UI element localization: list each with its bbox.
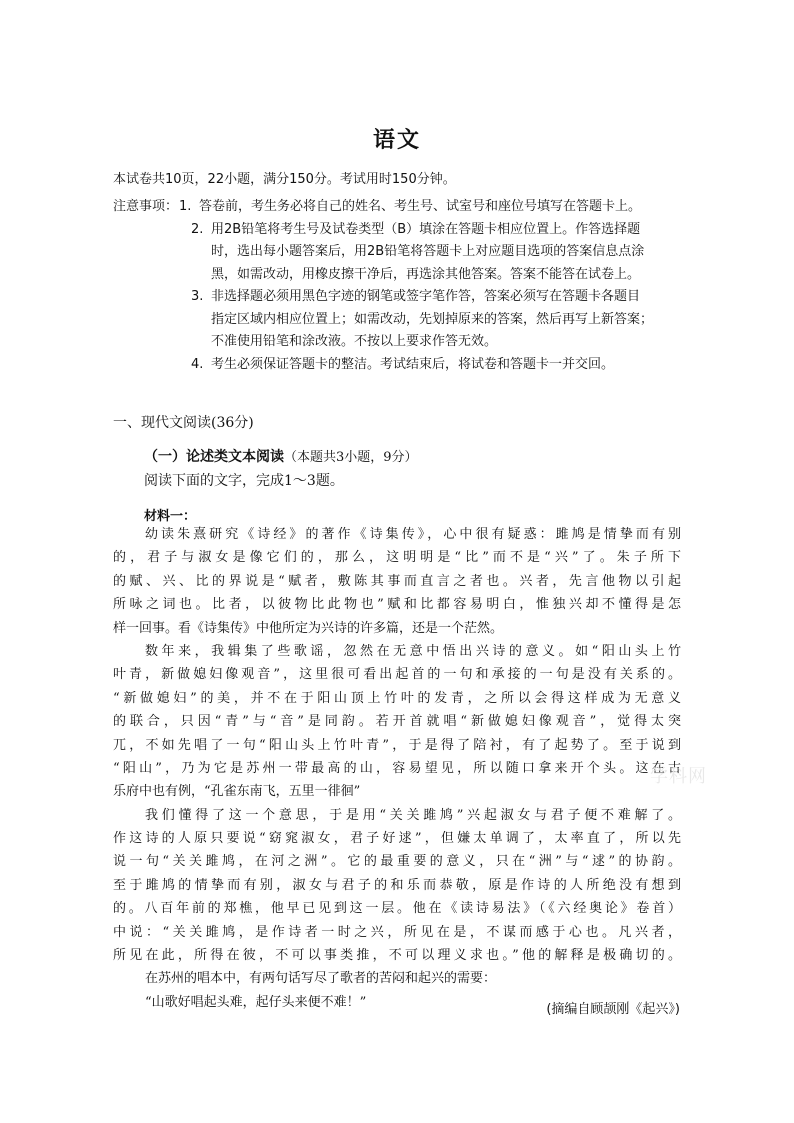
notice-number: 1.: [179, 199, 192, 214]
passage-line: 的赋、兴、比的界说是“赋者，敷陈其事而直言之者也。兴者，先言他物以引起: [113, 573, 681, 589]
notice-number: 4.: [191, 356, 204, 372]
passage-line: 的。八百年前的郑樵，他早已见到这一层。他在《读诗易法》（《六经奥论》卷首）: [113, 901, 681, 917]
passage-line: 中说：“关关雎鸠，是作诗者一时之兴，所见在是，不谋而感于心也。凡兴者，: [113, 924, 681, 940]
notice-block: [113, 196, 703, 376]
passage-line: 至于雎鸠的情挚而有别，淑女与君子的和乐而恭敬，原是作诗的人所绝没有想到: [113, 877, 681, 893]
watermark-text: 学科网: [650, 766, 707, 787]
subsection-heading: [144, 446, 418, 466]
passage-line: 幼读朱熹研究《诗经》的著作《诗集传》，心中很有疑惑：雎鸠是情挚而有别: [145, 527, 681, 542]
passage-line: 乐府中也有例，“孔雀东南飞，五里一徘徊”: [113, 784, 361, 800]
subsection-note: （本题共3小题，9分）: [284, 450, 418, 465]
material-label: 材料一：: [144, 509, 197, 524]
notice-item: [113, 286, 703, 354]
passage-line: “阳山”，乃为它是苏州一带最高的山，容易望见，所以随口拿来开个头。这在古: [113, 760, 681, 776]
notice-line: 黑，如需改动，用橡皮擦干净后，再选涂其他答案。答案不能答在试卷上。: [211, 266, 641, 282]
passage-line: 兀，不如先唱了一句“阳山头上竹叶青”，于是得了陪衬，有了起势了。至于说到: [113, 737, 681, 753]
passage-line: 叶青，新做媳妇像观音”，这里很可看出起首的一句和承接的一句是没有关系的。: [113, 667, 681, 683]
passage: [113, 523, 681, 1014]
passage-line: 的联合，只因“青”与“音”是同韵。若开首就唱“新做媳妇像观音”，觉得太突: [113, 714, 681, 730]
passage-line: “山歌好唱起头难，起仔头来便不难！”: [145, 994, 367, 1010]
passage-line: 我们懂得了这一个意思，于是用“关关雎鸠”兴起淑女与君子便不难解了。: [145, 807, 681, 823]
passage-line: 说一句“关关雎鸠，在河之洲”。它的最重要的意义，只在“洲”与“逑”的协韵。: [113, 854, 681, 870]
notice-line: 不准使用铅笔和涂改液。不按以上要求作答无效。: [211, 334, 498, 349]
passage-line: 所见在此，所得在彼，不可以事类推，不可以理义求也。”他的解释是极确切的。: [113, 948, 681, 964]
notice-line: 考生必须保证答题卡的整洁。考试结束后，将试卷和答题卡一并交回。: [211, 356, 615, 372]
page-title: 语文: [372, 127, 421, 153]
passage-line: 数年来，我辑集了些歌谣，忽然在无意中悟出兴诗的意义。如“阳山头上竹: [145, 643, 681, 659]
notice-number: 2.: [191, 221, 204, 237]
passage-line: 的，君子与淑女是像它们的，那么，这明明是“比”而不是“兴”了。朱子所下: [113, 550, 681, 566]
source-citation: (摘编自顾颉刚《起兴》): [546, 1002, 680, 1017]
passage-line: “新做媳妇”的美，并不在于阳山顶上竹叶的发青，之所以会得这样成为无意义: [113, 690, 681, 706]
notice-line: 时，选出每小题答案后，用2B铅笔将答题卡上对应题目选项的答案信息点涂: [211, 244, 645, 259]
notice-line: 答卷前，考生务必将自己的姓名、考生号、试室号和座位号填写在答题卡上。: [199, 199, 642, 214]
passage-line: 在苏州的唱本中，有两句话写尽了歌者的苦闷和起兴的需要：: [145, 971, 497, 987]
notice-item: [113, 219, 703, 287]
subsection-title: （一）论述类文本阅读: [144, 449, 284, 465]
notice-item: [113, 354, 703, 377]
notice-line: 指定区域内相应位置上；如需改动，先划掉原来的答案，然后再写上新答案；: [211, 311, 654, 327]
section-heading: 一、现代文阅读(36分): [113, 415, 254, 431]
passage-line: 样一回事。看《诗集传》中他所定为兴诗的许多篇，还是一个茫然。: [113, 620, 504, 636]
notice-number: 3.: [191, 289, 204, 304]
notice-heading: 注意事项：: [113, 199, 179, 214]
notice-item: [113, 196, 703, 219]
notice-line: 用2B铅笔将考生号及试卷类型（B）填涂在答题卡相应位置上。作答选择题: [211, 221, 641, 237]
passage-line: 作这诗的人原只要说“窈窕淑女，君子好逑”，但嫌太单调了，太率直了，所以先: [113, 831, 681, 847]
exam-intro: 本试卷共10页，22小题，满分150分。考试用时150分钟。: [113, 172, 456, 187]
notice-line: 非选择题必须用黑色字迹的钢笔或签字笔作答，答案必须写在答题卡各题目: [211, 289, 641, 304]
passage-line: 所咏之词也。比者，以彼物比此物也”赋和比都容易明白，惟独兴却不懂得是怎: [113, 597, 681, 613]
reading-instruction: 阅读下面的文字，完成1～3题。: [144, 473, 344, 489]
